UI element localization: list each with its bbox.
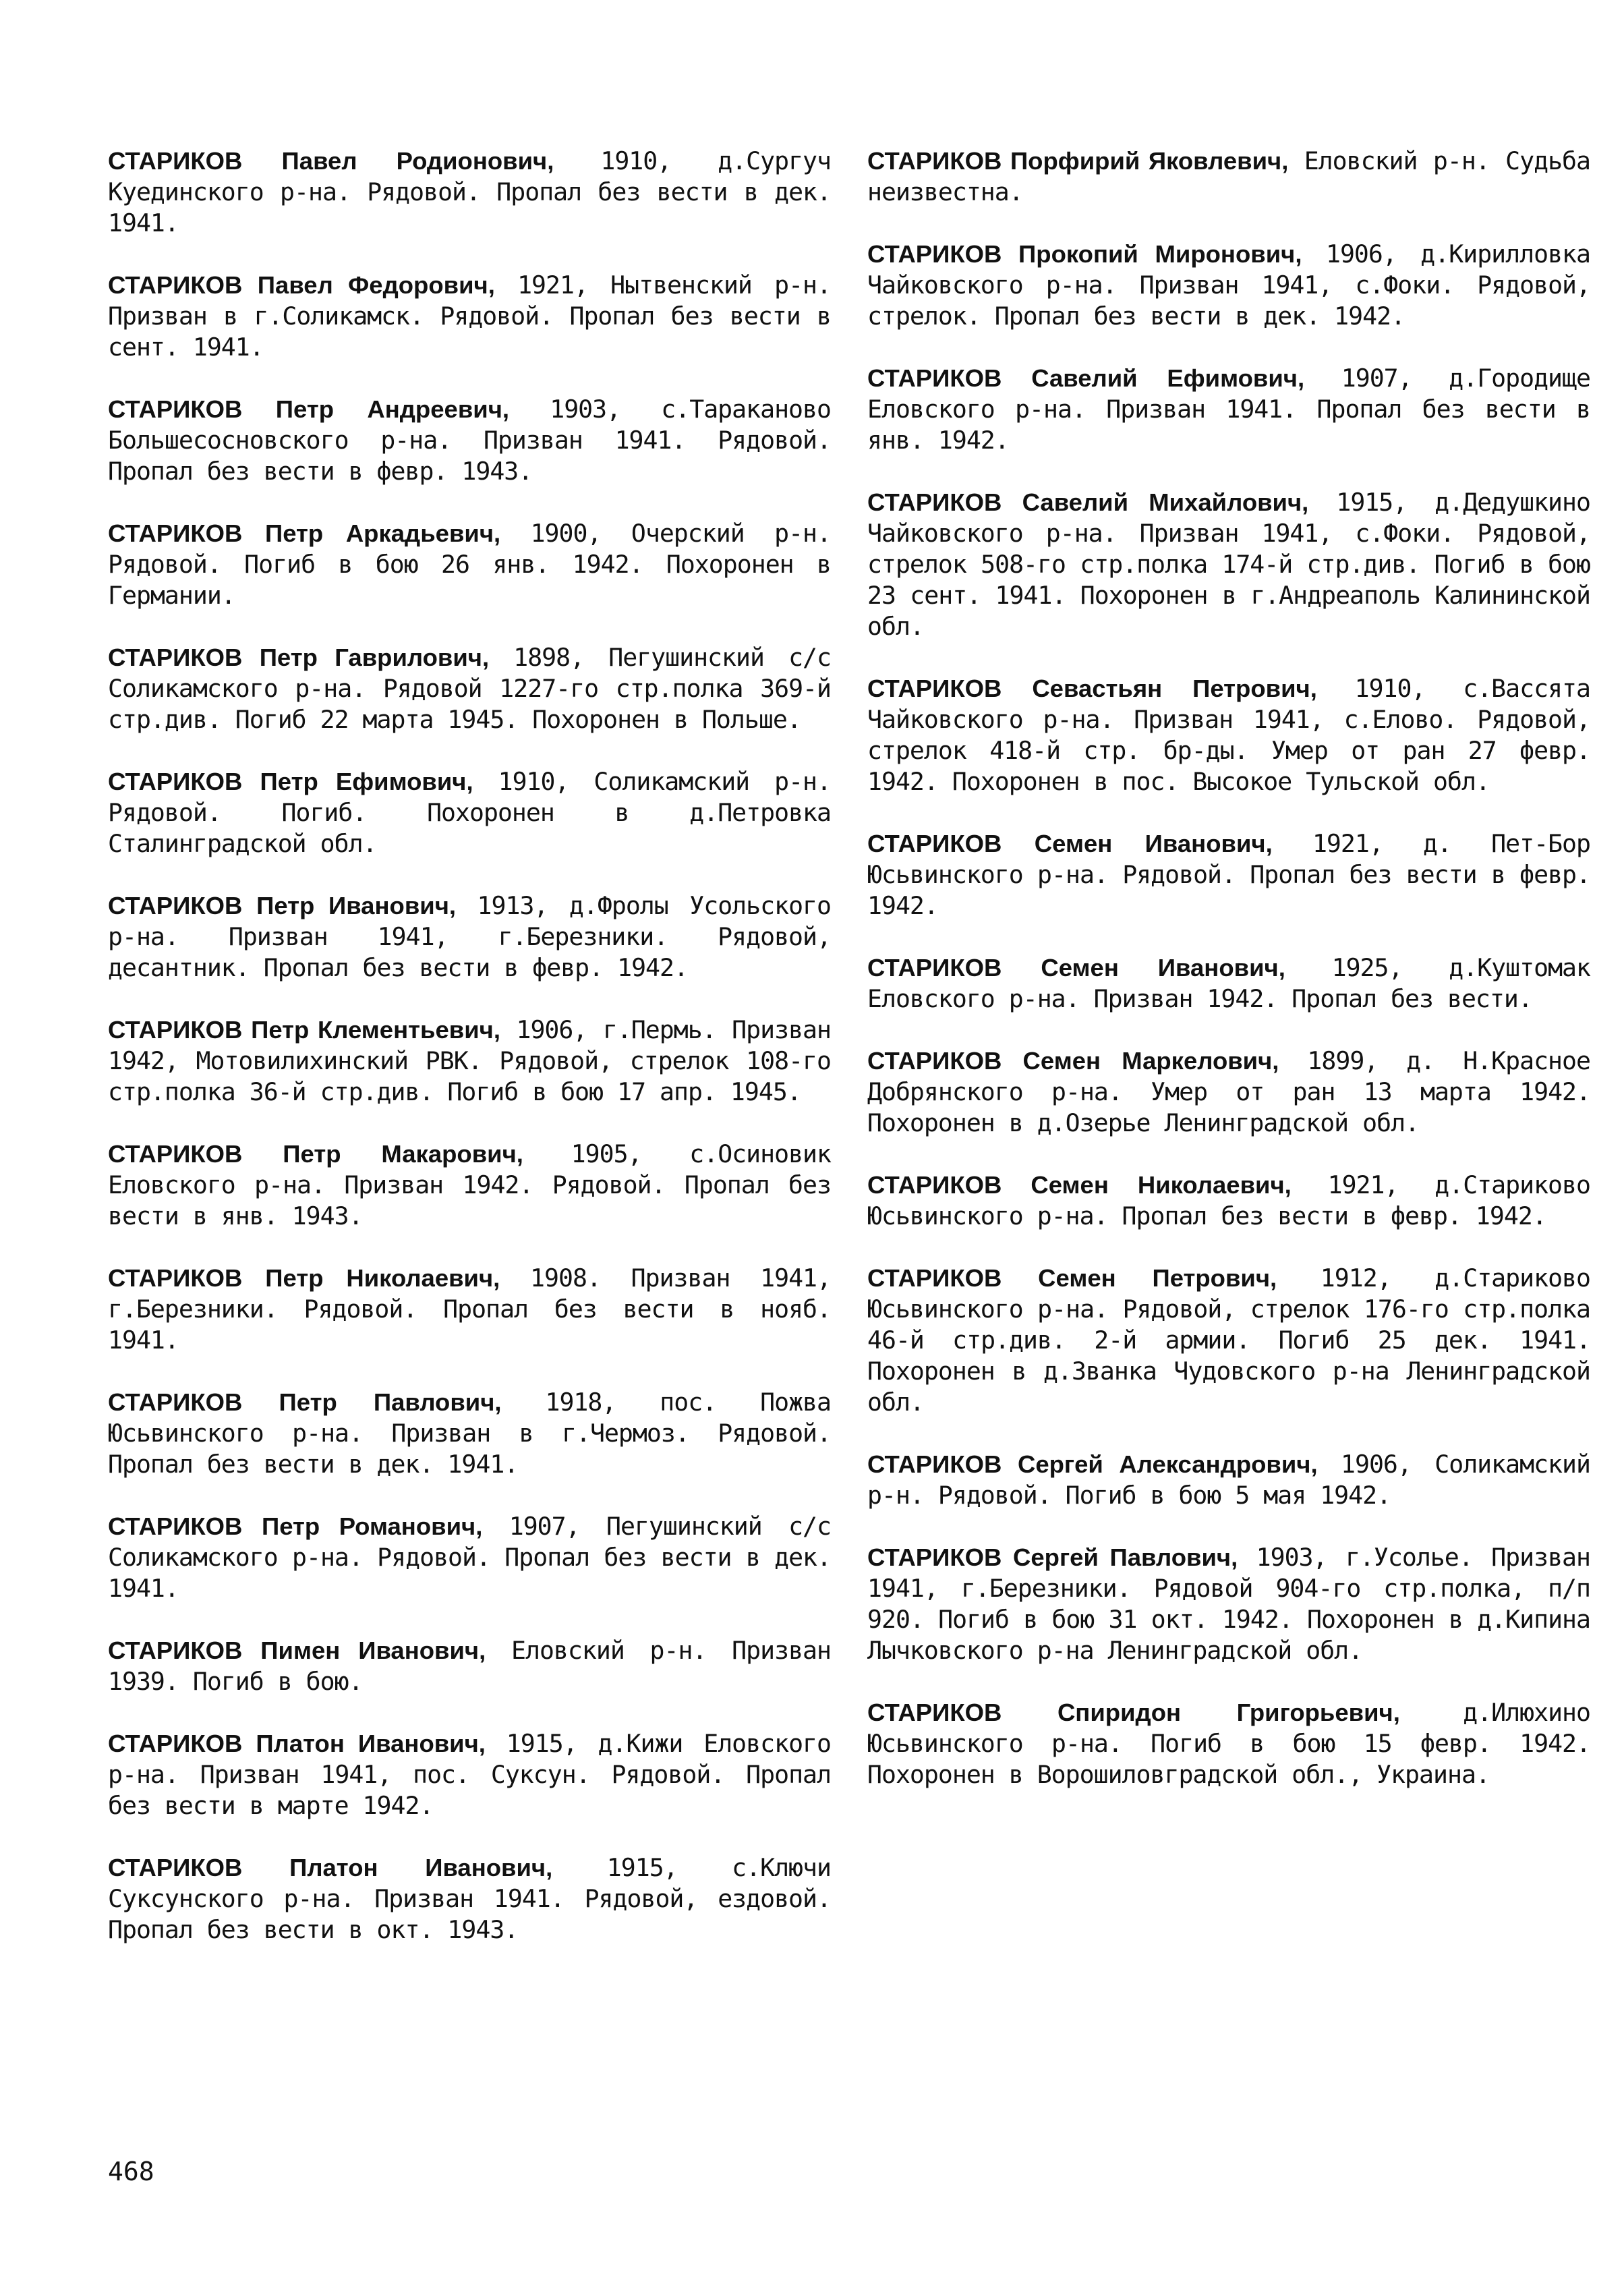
entry (867, 1449, 1590, 1511)
entry-text: 1908. Призван 1941, г.Березники. Рядовой. Пропал без вести в нояб. 1941. (108, 1263, 831, 1355)
entry-name: СТАРИКОВ Петр Романович, (108, 1512, 483, 1540)
entry (867, 828, 1590, 921)
entry-text: 1925, д.Куштомак Еловского р-на. Призван 1942. Пропал без вести. (867, 953, 1590, 1013)
entry (867, 363, 1590, 456)
entry (108, 518, 831, 611)
entry-text: 1910, Соликамский р-н. Рядовой. Погиб. Похоронен в д.Петровка Сталинградской обл. (108, 767, 832, 858)
entry (108, 1728, 831, 1821)
entry-name: СТАРИКОВ Семен Петрович, (867, 1264, 1277, 1292)
entry (108, 890, 831, 984)
entry-name: СТАРИКОВ Платон Иванович, (108, 1730, 486, 1757)
entry (867, 1263, 1590, 1418)
entry-text: 1905, с.Осиновик Еловского р-на. Призван 1942. Рядовой. Пропал без вести в янв. 1943. (108, 1139, 832, 1230)
entry (108, 1511, 831, 1604)
entry (108, 1852, 831, 1946)
entry-name: СТАРИКОВ Петр Аркадьевич, (108, 519, 501, 547)
entry (108, 394, 831, 487)
right-column (867, 146, 1590, 1821)
entry-text: 1906, г.Пермь. Призван 1942, Мотовилихинский РВК. Рядовой, стрелок 108-го стр.полка 36-й стр.див. Погиб в бою 17 апр. 1945. (108, 1015, 832, 1106)
entry-name: СТАРИКОВ Семен Иванович, (867, 954, 1285, 982)
entry (867, 1046, 1590, 1139)
entry-text: 1899, д. Н.Красное Добрянского р-на. Умер от ран 13 марта 1942. Похоронен в д.Озерье Ленинградской обл. (867, 1046, 1590, 1137)
entry-text: 1915, с.Ключи Суксунского р-на. Призван 1941. Рядовой, ездовой. Пропал без вести в окт. 1943. (108, 1853, 831, 1944)
entry-name: СТАРИКОВ Сергей Павлович, (867, 1543, 1238, 1571)
entry (108, 270, 831, 363)
entry-text: 1915, д.Кижи Еловского р-на. Призван 1941, пос. Суксун. Рядовой. Пропал без вести в марте 1942. (108, 1729, 831, 1820)
entry-name: СТАРИКОВ Петр Гаврилович, (108, 644, 490, 671)
entry (108, 1139, 831, 1232)
entry-text: 1918, пос. Пожва Юсьвинского р-на. Призван в г.Чермоз. Рядовой. Пропал без вести в дек. 1941. (108, 1388, 831, 1479)
entry-name: СТАРИКОВ Пимен Иванович, (108, 1637, 486, 1664)
entry-text: 1921, Нытвенский р-н. Призван в г.Соликамск. Рядовой. Пропал без вести в сент. 1941. (108, 271, 831, 362)
entry (867, 673, 1590, 797)
entry (108, 1263, 831, 1356)
entry-text: 1903, с.Тараканово Большесосновского р-на. Призван 1941. Рядовой. Пропал без вести в февр. 1943. (108, 395, 831, 486)
entry (867, 146, 1590, 208)
entry-name: СТАРИКОВ Прокопий Миронович, (867, 240, 1302, 268)
entry-text: 1907, Пегушинский с/с Соликамского р-на. Рядовой. Пропал без вести в дек. 1941. (108, 1512, 831, 1603)
entry-name: СТАРИКОВ Севастьян Петрович, (867, 675, 1317, 702)
entry-name: СТАРИКОВ Петр Макарович, (108, 1140, 523, 1168)
entry (108, 1635, 831, 1697)
entry (867, 953, 1590, 1015)
entry (867, 487, 1590, 642)
entry (108, 146, 831, 239)
left-column (108, 146, 831, 1977)
page-number: 468 (108, 2157, 154, 2186)
entry-text: 1898, Пегушинский с/с Соликамского р-на. Рядовой 1227-го стр.полка 369-й стр.див. Погиб 22 марта 1945. Похоронен в Польше. (108, 643, 831, 734)
entry-text: 1910, д.Сургуч Куединского р-на. Рядовой. Пропал без вести в дек. 1941. (108, 146, 831, 237)
entry-name: СТАРИКОВ Сергей Александрович, (867, 1450, 1318, 1478)
entry (867, 1697, 1590, 1790)
entry-text: 1907, д.Городище Еловского р-на. Призван 1941. Пропал без вести в янв. 1942. (867, 364, 1590, 455)
entry-name: СТАРИКОВ Петр Андреевич, (108, 395, 510, 423)
entry-text: 1921, д.Стариково Юсьвинского р-на. Пропал без вести в февр. 1942. (867, 1170, 1590, 1230)
entry (867, 239, 1590, 332)
entry-name: СТАРИКОВ Петр Ефимович, (108, 768, 473, 795)
entry-name: СТАРИКОВ Семен Иванович, (867, 830, 1273, 857)
entry (108, 642, 831, 735)
entry-name: СТАРИКОВ Платон Иванович, (108, 1854, 553, 1881)
entry-name: СТАРИКОВ Петр Павлович, (108, 1388, 502, 1416)
entry (108, 766, 831, 859)
entry-name: СТАРИКОВ Павел Родионович, (108, 147, 554, 175)
entry-name: СТАРИКОВ Спиридон Григорьевич, (867, 1699, 1400, 1726)
entry-text: д.Илюхино Юсьвинского р-на. Погиб в бою 15 февр. 1942. Похоронен в Ворошиловградской обл., Украина. (867, 1698, 1590, 1789)
entry-text: 1915, д.Дедушкино Чайковского р-на. Призван 1941, с.Фоки. Рядовой, стрелок 508-го стр.полка 174-й стр.див. Погиб в бою 23 сент. 1941. Похоронен в г.Андреаполь Калининской обл. (867, 488, 1590, 641)
entry-text: 1910, с.Вассята Чайковского р-на. Призван 1941, с.Елово. Рядовой, стрелок 418-й стр. бр-ды. Умер от ран 27 февр. 1942. Похоронен в пос. Высокое Тульской обл. (867, 674, 1590, 796)
entry-text: Еловский р-н. Судьба неизвестна. (867, 146, 1590, 206)
entry-name: СТАРИКОВ Петр Иванович, (108, 892, 457, 919)
entry (867, 1170, 1590, 1232)
entry-text: 1921, д. Пет-Бор Юсьвинского р-на. Рядовой. Пропал без вести в февр. 1942. (867, 829, 1591, 920)
entry-name: СТАРИКОВ Семен Маркелович, (867, 1047, 1279, 1075)
entry-text: 1906, д.Кирилловка Чайковского р-на. Призван 1941, с.Фоки. Рядовой, стрелок. Пропал без вести в дек. 1942. (867, 239, 1590, 331)
entry-text: 1913, д.Фролы Усольского р-на. Призван 1941, г.Березники. Рядовой, десантник. Пропал без вести в февр. 1942. (108, 891, 831, 982)
entry-text: 1903, г.Усолье. Призван 1941, г.Березники. Рядовой 904-го стр.полка, п/п 920. Погиб в бою 31 окт. 1942. Похоронен в д.Кипина Лычковского р-на Ленинградской обл. (867, 1543, 1590, 1665)
entry-text: Еловский р-н. Призван 1939. Погиб в бою. (108, 1636, 831, 1696)
entry-name: СТАРИКОВ Савелий Ефимович, (867, 364, 1305, 392)
entry (867, 1542, 1590, 1666)
entry-name: СТАРИКОВ Петр Клементьевич, (108, 1016, 500, 1044)
entry-name: СТАРИКОВ Петр Николаевич, (108, 1264, 500, 1292)
entry-text: 1912, д.Стариково Юсьвинского р-на. Рядовой, стрелок 176-го стр.полка 46-й стр.див. 2-й армии. Погиб 25 дек. 1941. Похоронен в д.Званка Чудовского р-на Ленинградской обл. (867, 1263, 1590, 1417)
entry-text: 1906, Соликамский р-н. Рядовой. Погиб в бою 5 мая 1942. (867, 1450, 1590, 1510)
entry-name: СТАРИКОВ Павел Федорович, (108, 271, 495, 299)
entry-name: СТАРИКОВ Савелий Михайлович, (867, 488, 1309, 516)
entry (108, 1387, 831, 1480)
entry-name: СТАРИКОВ Порфирий Яковлевич, (867, 147, 1289, 175)
entry-text: 1900, Очерский р-н. Рядовой. Погиб в бою 26 янв. 1942. Похоронен в Германии. (108, 519, 831, 610)
entry (108, 1015, 831, 1108)
entry-name: СТАРИКОВ Семен Николаевич, (867, 1171, 1292, 1199)
